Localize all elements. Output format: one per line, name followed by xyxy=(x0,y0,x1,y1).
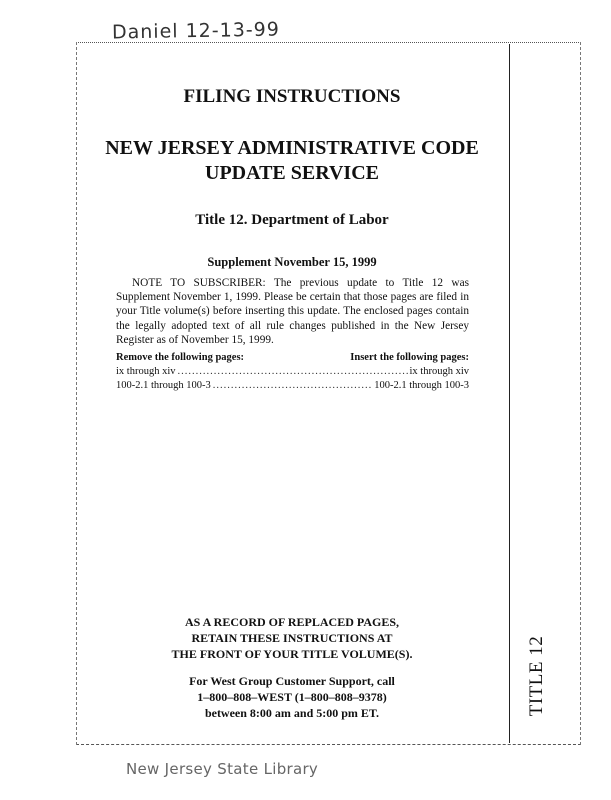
customer-support xyxy=(76,673,508,721)
leader-dots xyxy=(178,366,408,377)
title-department: Title 12. Department of Labor xyxy=(195,212,389,228)
support-phone: 1–800–808–WEST (1–800–808–9378) xyxy=(197,690,387,704)
supplement-date: Supplement November 15, 1999 xyxy=(207,255,377,269)
tab-divider-line xyxy=(509,44,510,743)
insert-pages-value: 100-2.1 through 100-3 xyxy=(374,380,469,391)
subscriber-note-text: NOTE TO SUBSCRIBER: The previous update to Title 12 was Supplement November 1, 1999. Please be certain that those pages are filed in your Title volume(s) before inserting this update. The enclosed pages contain the legally adopted text of all rule changes published in the New Jersey Register as of November 15, 1999. xyxy=(116,277,469,346)
table-row xyxy=(116,366,469,377)
record-line1: AS A RECORD OF REPLACED PAGES, xyxy=(184,615,400,629)
code-title-line1: NEW JERSEY ADMINISTRATIVE CODE xyxy=(105,137,479,159)
table-row xyxy=(116,380,469,391)
code-title xyxy=(76,136,508,186)
leader-dots xyxy=(213,380,372,391)
insert-pages-value: ix through xiv xyxy=(409,366,469,377)
side-tab xyxy=(517,636,557,716)
insert-pages-header: Insert the following pages: xyxy=(350,352,469,363)
record-line3: THE FRONT OF YOUR TITLE VOLUME(S). xyxy=(171,647,413,661)
page-heading: FILING INSTRUCTIONS xyxy=(183,86,401,107)
remove-pages-value: ix through xiv xyxy=(116,366,176,377)
side-tab-label: TITLE 12 xyxy=(526,635,547,717)
code-title-line2: UPDATE SERVICE xyxy=(205,162,379,184)
remove-pages-value: 100-2.1 through 100-3 xyxy=(116,380,211,391)
support-line1: For West Group Customer Support, call xyxy=(189,674,395,688)
record-instructions xyxy=(76,614,508,662)
handwritten-note: Daniel 12-13-99 xyxy=(111,18,281,44)
record-line2: RETAIN THESE INSTRUCTIONS AT xyxy=(191,631,393,645)
support-hours: between 8:00 am and 5:00 pm ET. xyxy=(204,706,380,720)
subscriber-note xyxy=(116,276,469,347)
remove-pages-header: Remove the following pages: xyxy=(116,352,245,363)
library-stamp: New Jersey State Library xyxy=(126,760,319,778)
